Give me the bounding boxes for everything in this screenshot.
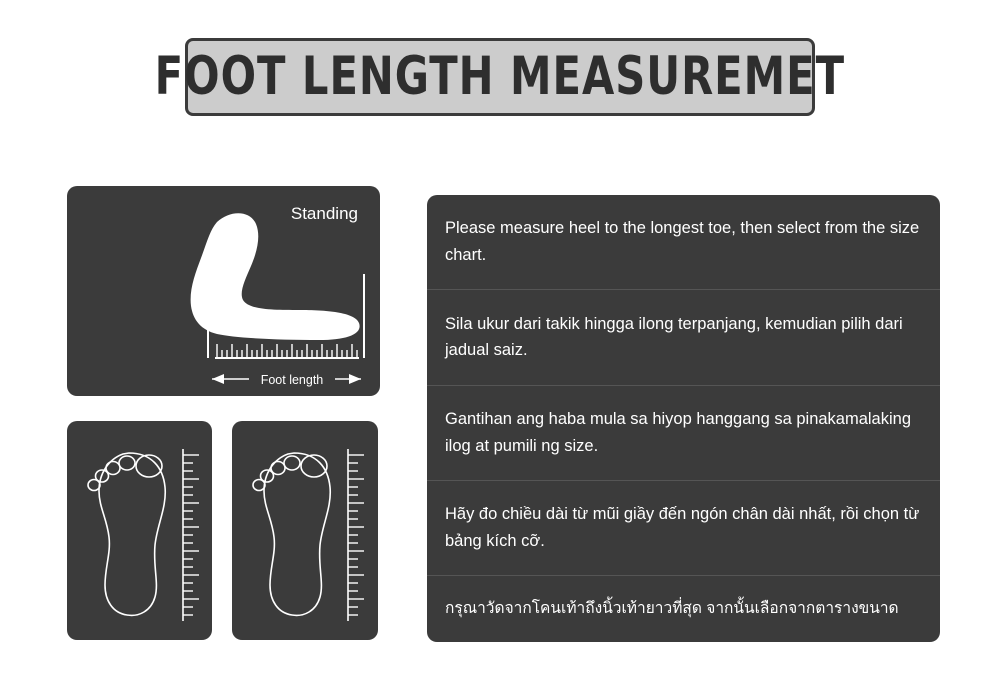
page-title: FOOT LENGTH MEASUREMET <box>154 46 846 108</box>
standing-diagram-panel <box>67 186 380 396</box>
left-footprint-panel <box>67 421 212 640</box>
instructions-panel <box>427 195 940 642</box>
instruction-row-th <box>427 576 940 642</box>
right-footprint-panel <box>232 421 378 640</box>
instruction-text-tl: Gantihan ang haba mula sa hiyop hanggang sa pinakamalaking ilog at pumili ng size. <box>445 409 912 455</box>
instruction-row-ms <box>427 290 940 385</box>
page-title-banner <box>154 38 846 116</box>
right-footprint-with-ruler-icon <box>232 421 378 640</box>
standing-label: Standing <box>290 204 358 223</box>
instruction-text-th: กรุณาวัดจากโคนเท้าถึงนิ้วเท้ายาวที่สุด จากนั้นเลือกจากตารางขนาด <box>445 600 899 618</box>
left-footprint-with-ruler-icon <box>67 421 212 640</box>
instruction-row-en <box>427 195 940 290</box>
instruction-row-tl <box>427 386 940 481</box>
instruction-row-vi <box>427 481 940 576</box>
instruction-text-ms: Sila ukur dari takik hingga ilong terpanjang, kemudian pilih dari jadual saiz. <box>445 314 903 360</box>
instruction-text-en: Please measure heel to the longest toe, then select from the size chart. <box>445 219 920 265</box>
foot-length-caption: Foot length <box>260 373 324 387</box>
instruction-text-vi: Hãy đo chiều dài từ mũi giầy đến ngón chân dài nhất, rồi chọn từ bảng kích cỡ. <box>445 505 920 550</box>
